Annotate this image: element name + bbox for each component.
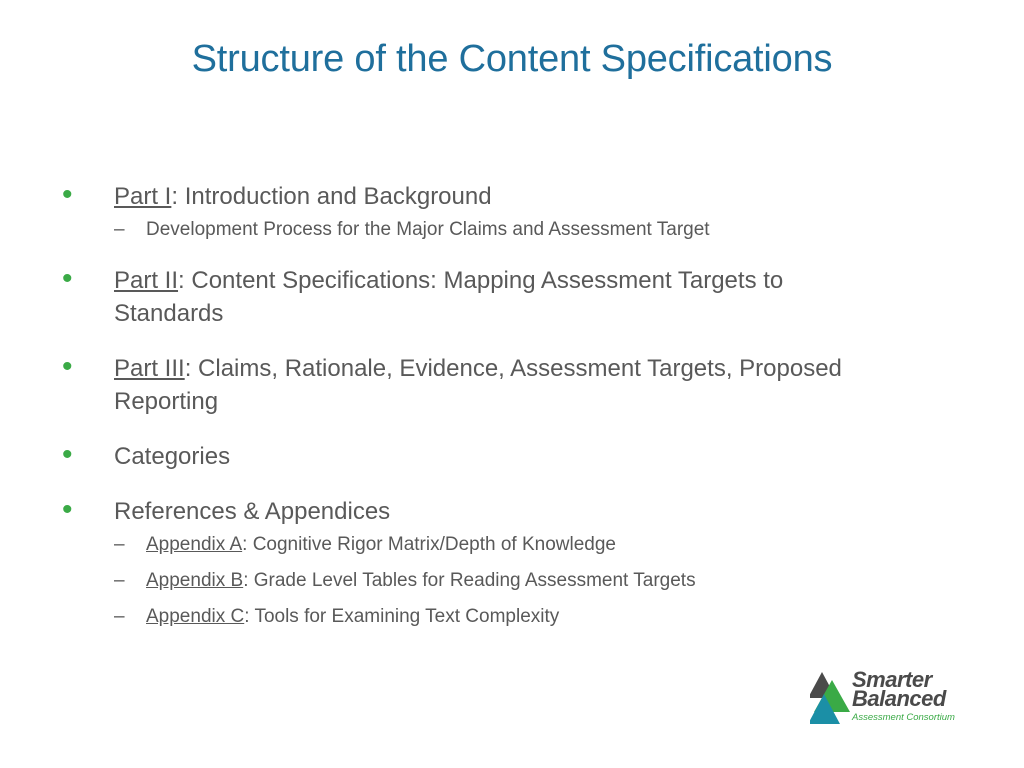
sub-list <box>114 532 892 629</box>
sub-item-link[interactable]: Appendix A <box>146 534 243 555</box>
bullet-text <box>114 498 390 525</box>
bullet-link[interactable]: Part I <box>114 183 172 210</box>
bullet-link[interactable]: Part III <box>114 355 185 382</box>
bullet-label: : Claims, Rationale, Evidence, Assessment Targets, Proposed Reporting <box>114 355 842 415</box>
sub-item <box>114 532 892 557</box>
bullet-label: : Introduction and Background <box>171 183 492 210</box>
sub-item-label: : Tools for Examining Text Complexity <box>244 606 560 627</box>
bullet-link[interactable]: Part II <box>114 267 179 294</box>
bullet-dot-icon: • <box>62 493 73 526</box>
sub-item <box>114 568 892 593</box>
sub-item-link[interactable]: Appendix C <box>146 606 245 627</box>
bullet-item <box>62 180 892 242</box>
sub-list <box>114 217 892 242</box>
dash-icon: – <box>114 606 125 627</box>
bullet-item <box>62 495 892 629</box>
bullet-dot-icon: • <box>62 262 73 295</box>
logo-text-consortium: Assessment Consortium <box>852 712 955 723</box>
bullet-label: Categories <box>114 443 231 470</box>
smarter-balanced-logo <box>810 668 982 728</box>
slide-title: Structure of the Content Specifications <box>191 38 833 80</box>
logo-text-smarter: Smarter <box>852 667 932 692</box>
sub-item-label: Development Process for the Major Claims and Assessment Target <box>146 219 710 240</box>
bullet-text <box>114 443 230 470</box>
bullet-item <box>62 440 892 473</box>
bullet-list <box>62 180 892 651</box>
dash-icon: – <box>114 219 125 240</box>
bullet-text <box>114 183 492 210</box>
bullet-dot-icon: • <box>62 350 73 383</box>
bullet-label: : Content Specifications: Mapping Assessment Targets to Standards <box>114 267 784 327</box>
bullet-item <box>62 264 892 330</box>
sub-item-label: : Cognitive Rigor Matrix/Depth of Knowledge <box>242 534 616 555</box>
bullet-dot-icon: • <box>62 438 73 471</box>
bullet-text <box>114 355 842 415</box>
logo-text-balanced: Balanced <box>852 686 946 711</box>
bullet-text <box>114 267 783 327</box>
sub-item <box>114 217 892 242</box>
bullet-item <box>62 352 892 418</box>
bullet-label: References & Appendices <box>114 498 391 525</box>
dash-icon: – <box>114 534 125 555</box>
sub-item <box>114 604 892 629</box>
dash-icon: – <box>114 570 125 591</box>
bullet-dot-icon: • <box>62 178 73 211</box>
logo-triangles-icon <box>810 668 854 726</box>
sub-item-label: : Grade Level Tables for Reading Assessment Targets <box>243 570 696 591</box>
sub-item-link[interactable]: Appendix B <box>146 570 244 591</box>
